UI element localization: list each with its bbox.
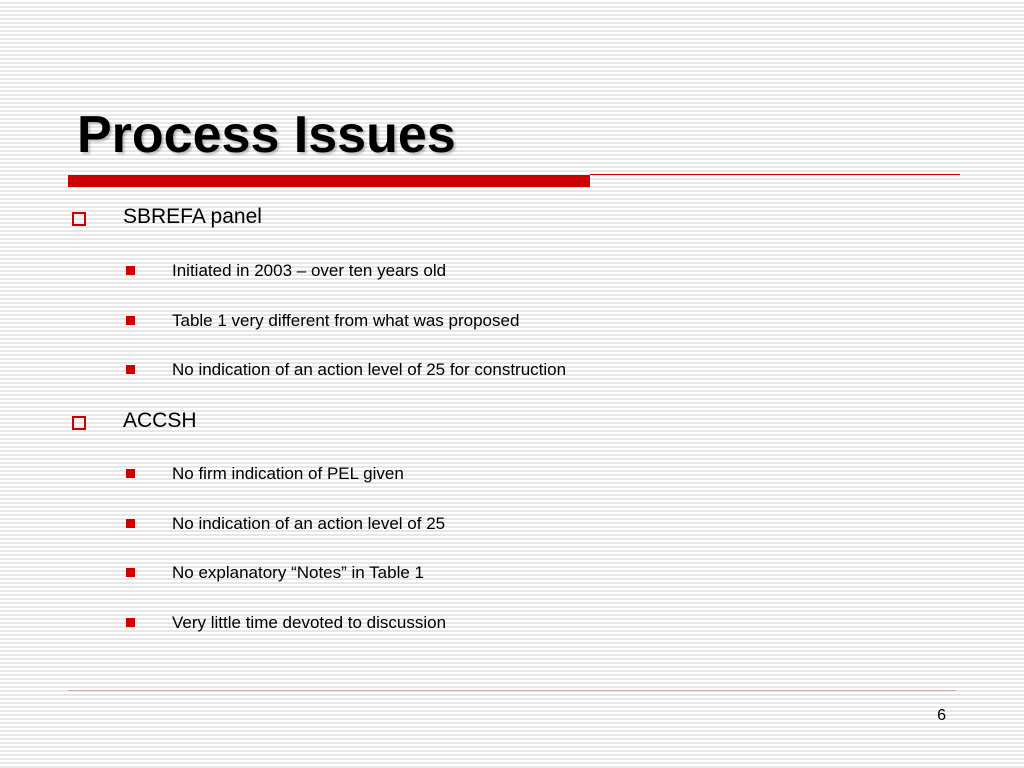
filled-square-bullet-icon [126, 365, 135, 374]
page-number: 6 [937, 707, 946, 724]
filled-square-bullet-icon [126, 316, 135, 325]
bullet-heading: ACCSH [123, 409, 197, 432]
title-accent-line [590, 174, 960, 175]
filled-square-bullet-icon [126, 469, 135, 478]
slide-title: Process Issues [77, 106, 456, 164]
filled-square-bullet-icon [126, 519, 135, 528]
sub-bullet-text: No indication of an action level of 25 for construction [172, 360, 567, 379]
footer-divider [68, 690, 956, 691]
sub-bullet-text: Initiated in 2003 – over ten years old [172, 261, 447, 280]
hollow-square-bullet-icon [72, 212, 86, 226]
sub-bullet-text: Table 1 very different from what was proposed [172, 311, 520, 330]
filled-square-bullet-icon [126, 568, 135, 577]
bullet-heading: SBREFA panel [123, 205, 262, 228]
hollow-square-bullet-icon [72, 416, 86, 430]
sub-bullet-text: No explanatory “Notes” in Table 1 [172, 563, 424, 582]
sub-bullet-text: No firm indication of PEL given [172, 464, 404, 483]
filled-square-bullet-icon [126, 618, 135, 627]
title-accent-bar [68, 175, 590, 187]
sub-bullet-text: Very little time devoted to discussion [172, 613, 447, 632]
filled-square-bullet-icon [126, 266, 135, 275]
sub-bullet-text: No indication of an action level of 25 [172, 514, 446, 533]
